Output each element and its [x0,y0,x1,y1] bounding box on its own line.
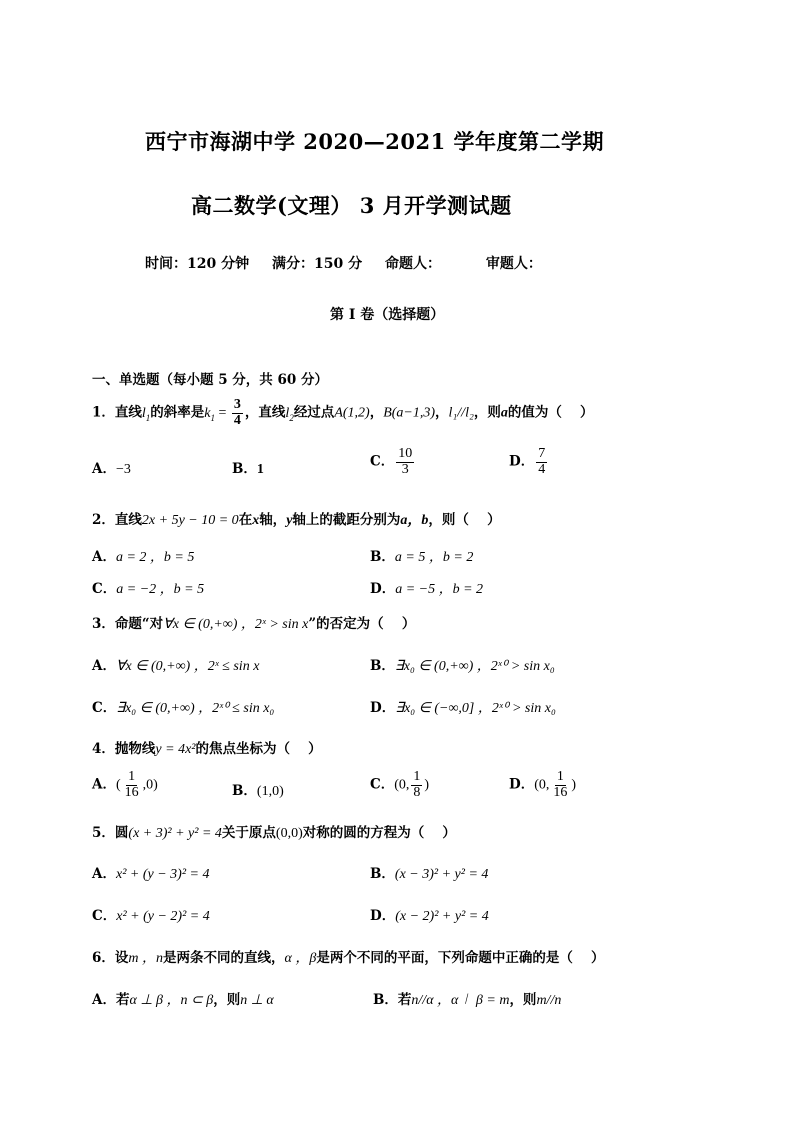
q-text: 直线 [114,512,142,528]
q-math [285,406,293,421]
q-math: y [286,513,293,528]
option-text: 1 [256,462,264,477]
option-math: α ⊥ β ，n ⊂ β [129,993,214,1008]
option-text: ，则 [213,992,241,1008]
q-text: 是两条不同的直线， [163,950,285,966]
option-label: A． [92,866,116,882]
q-text: 经过点 [293,404,335,421]
option-text: a = −5 ，b = 2 [395,582,484,597]
q-text: 命题“对 [114,616,164,632]
score-label: 满分：150 分 [271,256,363,272]
q-math: l [285,405,290,421]
fraction-numerator: 10 [398,446,413,461]
option-label: D． [370,908,396,924]
q2-option-d[interactable] [370,577,483,598]
option-label: A． [92,549,116,565]
question-number: 5． [92,825,115,841]
option-text: (0, [394,777,410,793]
option-text: ，则 [509,992,537,1008]
q-text: ，直线 [244,404,286,421]
option-text: (0, [534,777,550,793]
option-text: ∃x₀ ∈ (0,+∞) ，2ˣ⁰ > sin x₀ [394,659,555,674]
option-label: A． [92,461,116,477]
q-math: = [215,405,230,421]
q-text: 的斜率是 [150,404,205,421]
q6-option-a[interactable] [92,988,274,1009]
option-label: C． [370,776,395,793]
q-math-sub: 1 [210,412,216,423]
q-text: 抛物线 [114,741,156,757]
q3-option-c[interactable] [92,696,274,717]
q-math: B(a−1,3) [383,405,436,421]
q5-option-a[interactable] [92,862,209,883]
q-text: 对称的圆的方程为（ ） [302,825,456,841]
fraction [536,447,547,477]
option-text: ∀x ∈ (0,+∞) ，2ˣ ≤ sin x [115,659,260,674]
option-label: D． [370,700,396,716]
fraction [396,447,414,477]
q-text: 直线 [114,404,142,421]
option-math: n//α ，α∣ β = m [411,993,510,1008]
q-math: (0,0) [275,826,303,841]
question-number: 1． [92,404,115,421]
option-label: C． [92,908,117,924]
exam-title-line2: 高二数学(文理） 3 月开学测试题 [191,193,512,218]
option-text: (x − 2)² + y² = 4 [395,909,489,924]
q-math: k [204,405,211,421]
q-math: l [141,405,146,421]
q-math [204,406,215,421]
q-text: 的焦点坐标为（ ） [195,741,322,757]
option-text: ,0) [142,777,158,793]
fraction-denominator: 3 [401,461,409,477]
option-label: C． [370,453,395,470]
q-text: ，则 [473,404,501,421]
q2-option-c[interactable] [92,577,204,598]
fraction-numerator: 1 [413,769,421,784]
option-text: ∃x₀ ∈ (−∞,0] ，2ˣ⁰ > sin x₀ [395,701,556,716]
question-4 [92,737,322,758]
option-text: a = 2 ，b = 5 [115,550,195,565]
question-number: 3． [92,616,115,632]
fraction [551,770,569,800]
q4-option-a[interactable] [92,770,158,800]
q6-option-b[interactable] [373,988,561,1009]
option-label: B． [232,461,257,477]
option-text: ) [424,777,430,793]
option-label: B． [370,549,395,565]
q-text: 是两个不同的平面，下列命题中正确的是（ ） [316,950,605,966]
option-text: ∃x₀ ∈ (0,+∞) ，2ˣ⁰ ≤ sin x₀ [116,701,275,716]
question-2 [92,508,501,529]
q-math: x [252,513,260,528]
q-text: 轴， [259,512,287,528]
q-text: 设 [114,950,129,966]
q1-option-a[interactable] [92,457,131,478]
option-label: C． [92,581,117,597]
fraction [232,398,243,428]
q1-option-b[interactable] [232,457,264,478]
fraction-numerator: 1 [556,769,564,784]
q4-option-d[interactable] [509,770,576,800]
question-number: 4． [92,741,115,757]
q-text: ”的否定为（ ） [308,616,416,632]
option-label: C． [92,700,117,716]
question-1 [92,398,594,428]
q-text: 在 [238,512,253,528]
option-label: A． [92,658,116,674]
q-math-sub: 2 [289,412,294,423]
q2-option-a[interactable] [92,545,194,566]
time-label: 时间：120 分钟 [145,256,250,272]
q-text: 轴上的截距分别为 [292,512,401,528]
q3-option-d[interactable] [370,696,556,717]
section-title: 一、单选题（每小题 5 分，共 60 分） [92,372,328,388]
option-label: A． [92,776,116,793]
option-label: D． [509,453,535,470]
q-text: ， [369,404,384,421]
author-label: 命题人： [384,256,441,272]
fraction [123,770,141,800]
fraction-denominator: 16 [553,784,568,800]
reviewer-label: 审题人： [485,256,542,272]
question-number: 2． [92,512,115,528]
option-label: D． [370,581,396,597]
question-number: 6． [92,950,115,966]
option-math: m//n [536,993,562,1008]
q-math: (x + 3)² + y² = 4 [128,826,222,841]
option-text: (x − 3)² + y² = 4 [394,867,489,882]
question-3 [92,612,415,633]
exam-meta [145,253,560,273]
fraction-numerator: 7 [538,446,546,461]
q5-option-c[interactable] [92,904,210,925]
q-math: l₁//l₂ [448,405,474,421]
option-label: B． [370,866,395,882]
q2-option-b[interactable] [370,545,473,566]
q-math: y = 4x² [155,742,196,757]
option-label: B． [370,658,395,674]
option-math: n ⊥ α [240,993,274,1008]
q3-option-a[interactable] [92,654,259,675]
fraction [411,770,422,800]
q-math: ∀x ∈ (0,+∞) ，2ˣ > sin x [163,617,309,632]
q-text: ，则（ ） [428,512,501,528]
q-math: 2x + 5y − 10 = 0 [141,513,239,528]
option-text: 若 [397,992,412,1008]
volume-title: 第 I 卷（选择题） [330,307,445,323]
q-math: a，b [400,513,429,528]
q1-option-c[interactable] [370,447,416,477]
q-math: A(1,2) [334,405,370,421]
q3-option-b[interactable] [370,654,555,675]
exam-title-line1: 西宁市海湖中学 2020—2021 学年度第二学期 [145,129,605,154]
q-math: α ，β [284,951,317,966]
q1-option-d[interactable] [509,447,549,477]
q5-option-d[interactable] [370,904,489,925]
fraction-numerator: 3 [233,397,241,412]
q-text: 圆 [114,825,129,841]
q-math: m ，n [128,951,164,966]
option-text: ( [115,777,121,793]
q-text: 关于原点 [221,825,276,841]
fraction-denominator: 8 [413,784,421,800]
option-text: (1,0) [256,784,284,799]
q-text: 的值为（ ） [507,404,594,421]
option-text: 若 [115,992,130,1008]
option-text: ) [571,777,577,793]
option-text: a = −2 ，b = 5 [116,582,205,597]
option-text: a = 5 ，b = 2 [394,550,474,565]
q-text: ， [435,404,449,421]
option-label: D． [509,776,535,793]
option-text: x² + (y − 2)² = 4 [116,909,210,924]
q-math: a [500,405,508,421]
fraction-denominator: 4 [233,412,241,428]
q4-option-c[interactable] [370,770,429,800]
option-text: x² + (y − 3)² = 4 [115,867,210,882]
question-5 [92,821,456,842]
fraction-denominator: 16 [124,784,139,800]
question-6 [92,946,605,967]
q4-option-b[interactable] [232,779,284,800]
fraction-numerator: 1 [128,769,136,784]
option-label: B． [232,783,257,799]
option-label: A． [92,992,116,1008]
option-text: −3 [115,462,131,477]
fraction-denominator: 4 [538,461,546,477]
q-math-sub: 1 [145,412,151,423]
q5-option-b[interactable] [370,862,488,883]
option-label: B． [373,992,398,1008]
